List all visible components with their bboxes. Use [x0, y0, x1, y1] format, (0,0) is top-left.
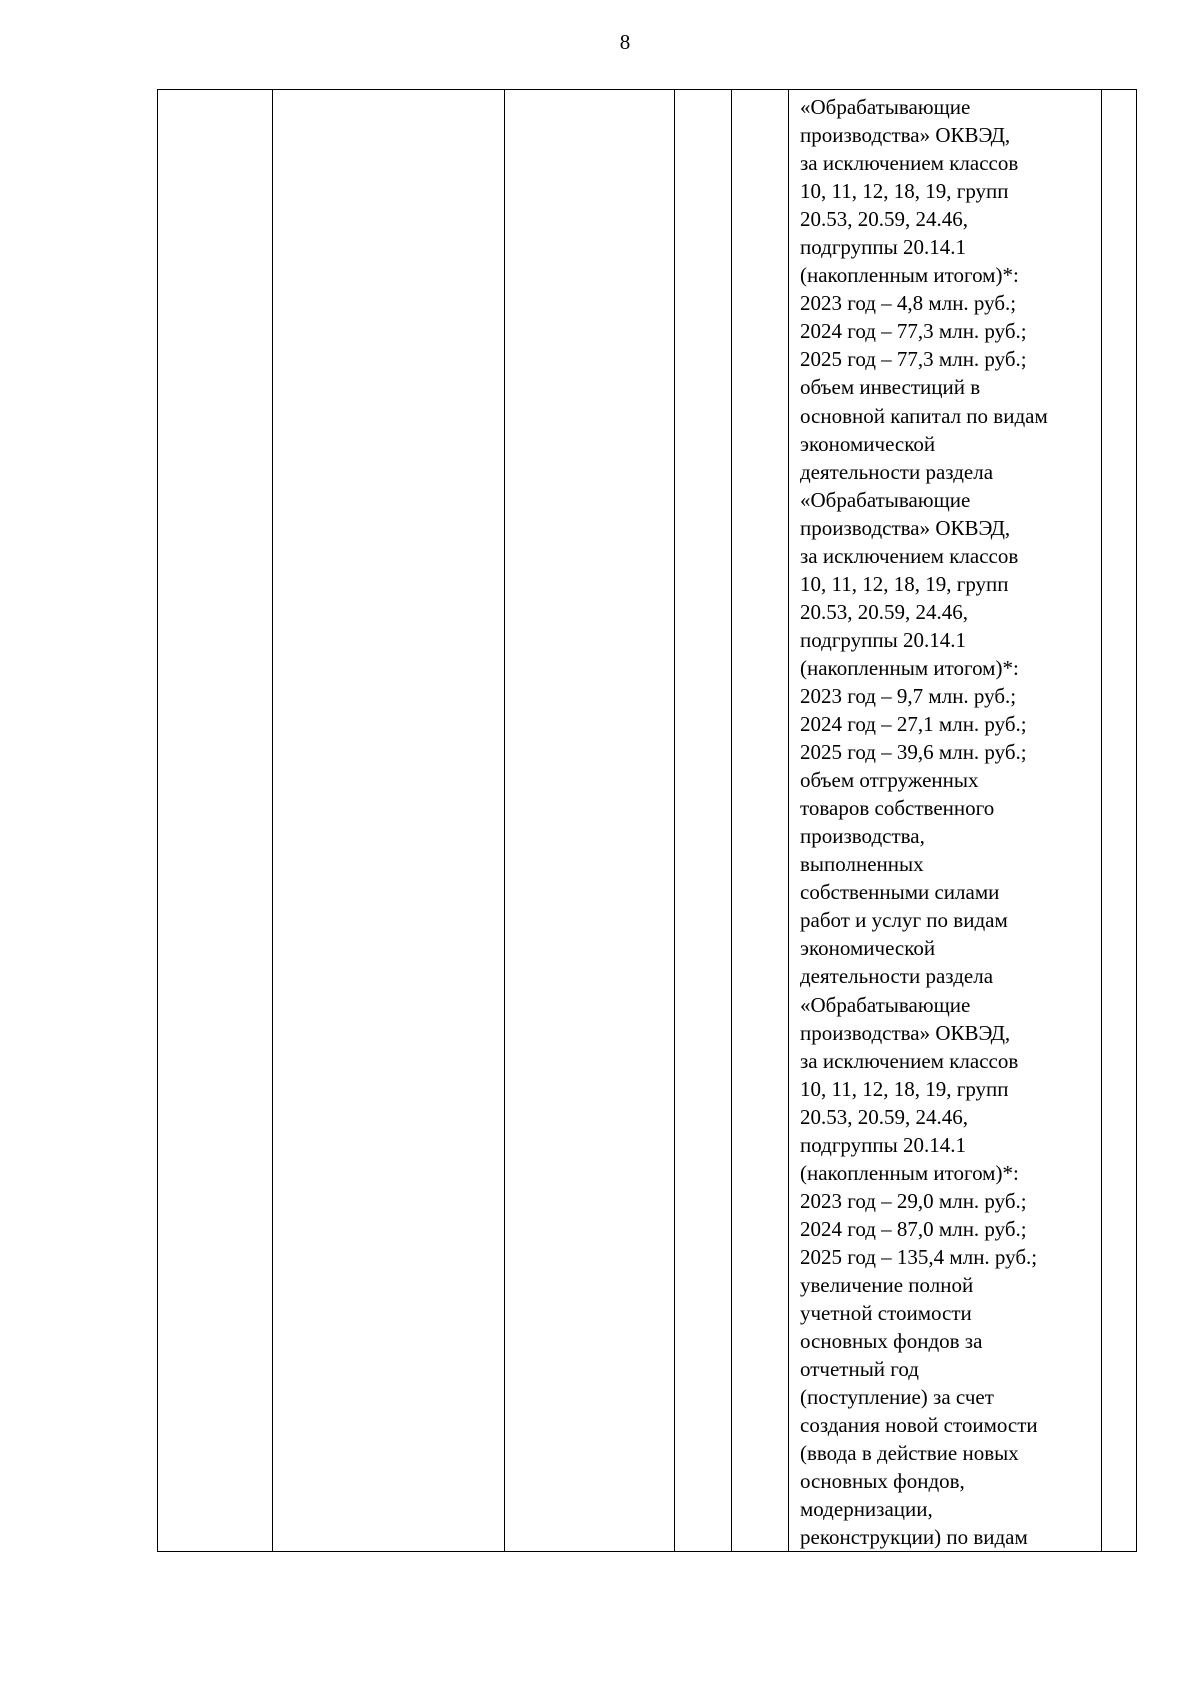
indicator-text-line: основных фондов,: [800, 1469, 965, 1494]
indicator-text: [789, 90, 1101, 1551]
indicator-text-line: за исключением классов: [800, 151, 1019, 176]
table-row: [158, 90, 1137, 1552]
indicator-text-line: «Обрабатывающие: [800, 95, 971, 119]
indicator-text-line: «Обрабатывающие: [800, 992, 971, 1017]
indicator-text-line: подгруппы 20.14.1: [800, 1132, 966, 1157]
indicator-text-line: объем отгруженных: [800, 768, 979, 793]
indicator-text-line: 2025 год – 135,4 млн. руб.;: [800, 1244, 1038, 1269]
indicator-text-line: деятельности раздела: [800, 459, 994, 484]
indicator-text-line: собственными силами: [800, 880, 1000, 905]
indicator-text-line: основной капитал по видам: [800, 403, 1048, 428]
indicator-text-line: 20.53, 20.59, 24.46,: [800, 207, 968, 232]
indicator-text-line: экономической: [800, 431, 936, 456]
indicator-text-line: 2024 год – 87,0 млн. руб.;: [800, 1216, 1027, 1241]
page-number: 8: [619, 30, 631, 54]
indicator-text-line: создания новой стоимости: [800, 1413, 1038, 1438]
indicator-text-line: 2023 год – 29,0 млн. руб.;: [800, 1188, 1027, 1213]
indicator-text-line: отчетный год: [800, 1357, 919, 1382]
table-cell-1: [158, 90, 273, 1552]
table-cell-5: [732, 90, 789, 1552]
indicator-text-line: подгруппы 20.14.1: [800, 235, 966, 260]
indicator-text-line: производства» ОКВЭД,: [800, 123, 1011, 148]
indicator-text-line: (поступление) за счет: [800, 1385, 994, 1410]
indicator-text-line: товаров собственного: [800, 796, 995, 821]
indicator-text-line: 2023 год – 4,8 млн. руб.;: [800, 291, 1017, 316]
indicator-text-line: 20.53, 20.59, 24.46,: [800, 1104, 968, 1129]
indicator-text-line: производства» ОКВЭД,: [800, 1020, 1011, 1045]
table-cell-3: [505, 90, 675, 1552]
indicator-text-line: увеличение полной: [800, 1272, 974, 1297]
indicator-text-line: 10, 11, 12, 18, 19, групп: [800, 571, 1009, 596]
indicator-text-line: объем инвестиций в: [800, 375, 981, 400]
indicator-text-line: экономической: [800, 936, 936, 961]
indicator-text-line: (накопленным итогом)*:: [800, 655, 1019, 680]
indicator-text-line: 2024 год – 27,1 млн. руб.;: [800, 712, 1027, 737]
table-cell-4: [675, 90, 732, 1552]
indicator-text-line: 20.53, 20.59, 24.46,: [800, 599, 968, 624]
indicator-text-line: производства» ОКВЭД,: [800, 515, 1011, 540]
indicator-text-line: (накопленным итогом)*:: [800, 263, 1019, 288]
indicator-text-line: (ввода в действие новых: [800, 1441, 1019, 1466]
table-cell-2: [273, 90, 505, 1552]
indicator-text-line: работ и услуг по видам: [800, 908, 1008, 933]
indicator-text-line: за исключением классов: [800, 543, 1019, 568]
indicator-text-line: 2023 год – 9,7 млн. руб.;: [800, 683, 1017, 708]
indicator-text-line: основных фондов за: [800, 1329, 983, 1354]
indicator-text-line: подгруппы 20.14.1: [800, 627, 966, 652]
indicator-text-line: реконструкции) по видам: [800, 1525, 1028, 1550]
indicator-text-line: учетной стоимости: [800, 1301, 972, 1326]
indicator-text-line: производства,: [800, 824, 925, 849]
indicator-text-line: выполненных: [800, 852, 924, 877]
indicator-text-line: 10, 11, 12, 18, 19, групп: [800, 179, 1009, 204]
indicator-text-line: 10, 11, 12, 18, 19, групп: [800, 1076, 1009, 1101]
indicator-text-line: за исключением классов: [800, 1048, 1019, 1073]
indicator-text-line: модернизации,: [800, 1497, 933, 1522]
indicator-text-line: 2025 год – 39,6 млн. руб.;: [800, 740, 1027, 765]
indicator-text-line: деятельности раздела: [800, 964, 994, 989]
indicator-text-line: 2025 год – 77,3 млн. руб.;: [800, 347, 1027, 372]
document-table: [157, 89, 1137, 1552]
indicator-text-line: 2024 год – 77,3 млн. руб.;: [800, 319, 1027, 344]
table-cell-7: [1102, 90, 1137, 1552]
indicator-text-line: (накопленным итогом)*:: [800, 1160, 1019, 1185]
table-cell-indicators: [789, 90, 1102, 1552]
indicator-text-line: «Обрабатывающие: [800, 487, 971, 512]
